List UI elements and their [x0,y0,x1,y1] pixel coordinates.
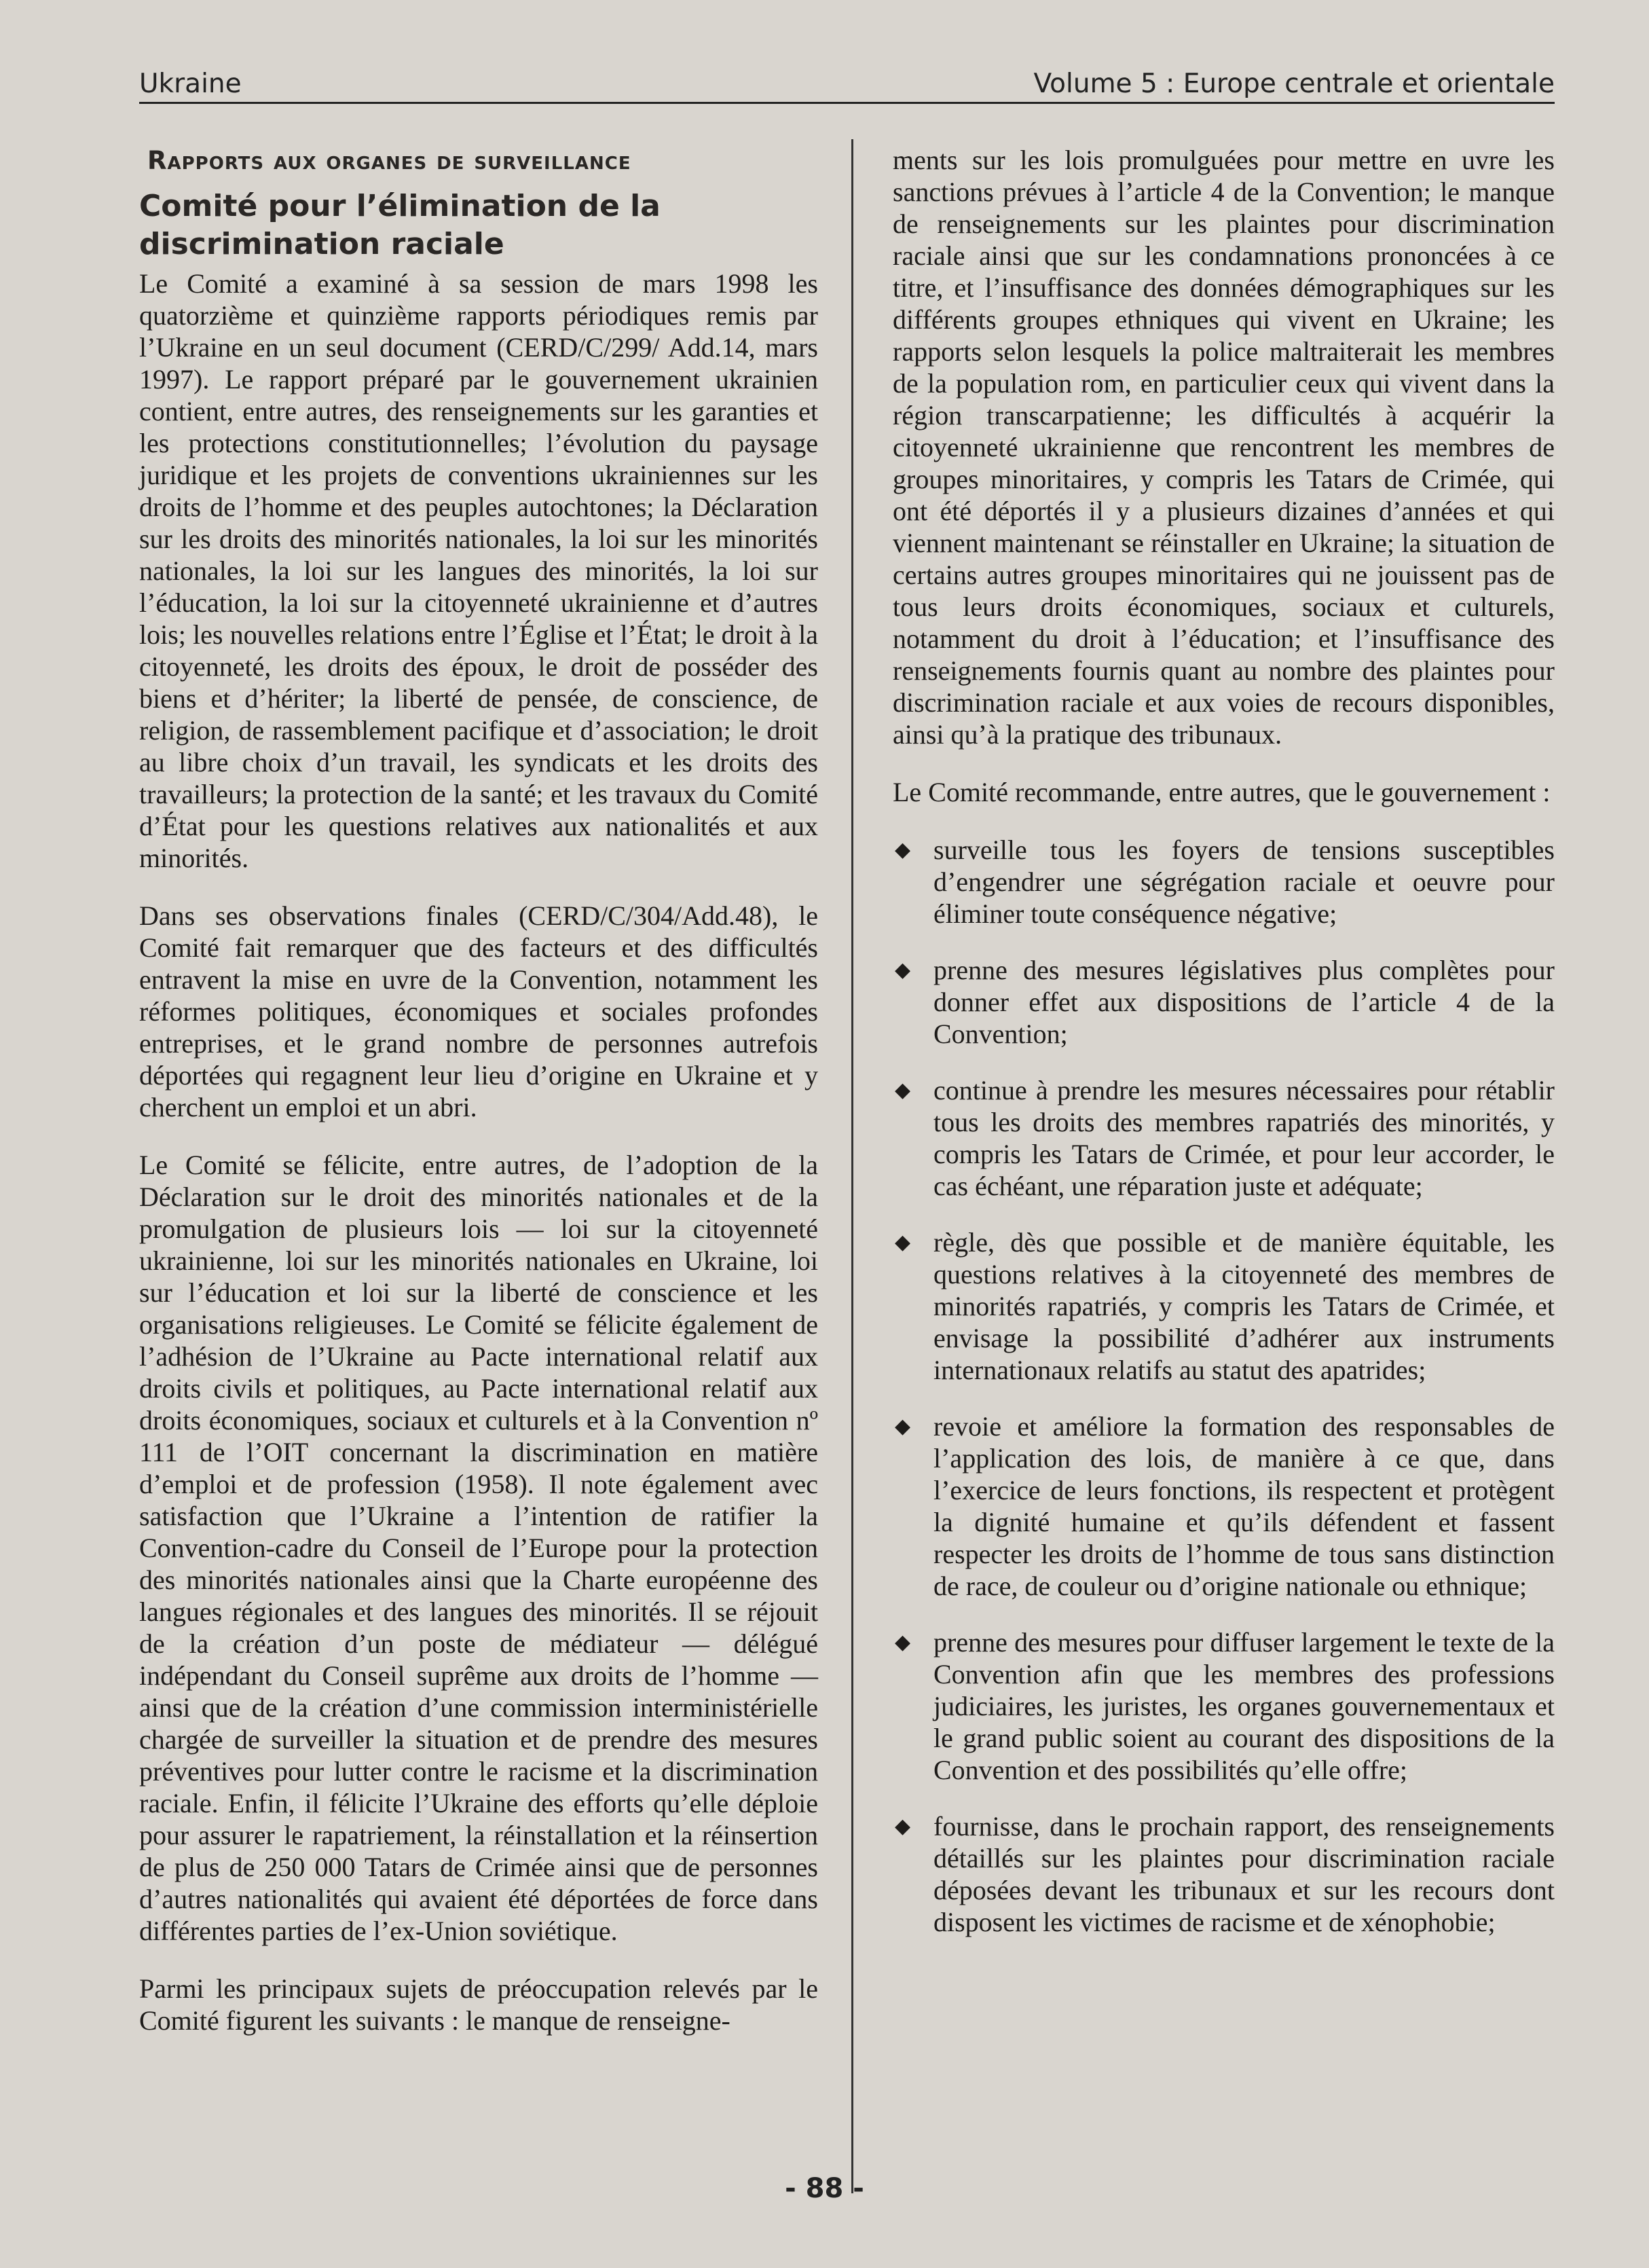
recommendation-list [893,834,1555,1938]
list-item [893,1810,1555,1938]
list-item [893,1074,1555,1202]
left-column [139,144,818,2036]
diamond-bullet-icon: ◆ [895,1415,911,1438]
subsection-title: Comité pour l’élimination de la discrimination raciale [139,189,661,261]
right-column [893,144,1555,1962]
header-country: Ukraine [139,69,242,99]
column-divider [851,139,853,2193]
list-item [893,1226,1555,1386]
paragraph: Le Comité recommande, entre autres, que le gouvernement : [893,777,1551,807]
list-item [893,954,1555,1050]
paragraph: Parmi les principaux sujets de préoccupation relevés par le Comité figurent les suivants : le manque de renseigne- [139,1973,818,2036]
section-title: Rapports aux organes de surveillance [147,146,631,175]
header-volume: Volume 5 : Europe centrale et orientale [1033,69,1555,99]
list-item-text: règle, dès que possible et de manière équitable, les questions relatives à la citoyenneté des membres de minorités rapatriés, y compris les Tatars de Crimée, et envisage la possibilité d’adhérer aux instruments internationaux relatifs au statut des apatrides; [933,1227,1555,1385]
diamond-bullet-icon: ◆ [895,1231,911,1254]
paragraph: ments sur les lois promulguées pour mettre en uvre les sanctions prévues à l’article 4 de la Convention; le manque de renseignements sur les plaintes pour discrimination raciale ainsi que sur les condamnations prononcées à ce titre, et l’insuffisance des données démographiques sur les différents groupes ethniques qui vivent en Ukraine; les rapports selon lesquels la police maltraiterait les membres de la population rom, en particulier ceux qui vivent dans la région transcarpatienne; les difficultés à acquérir la citoyenneté ukrainienne que rencontrent les membres de groupes minoritaires, y compris les Tatars de Crimée, qui ont été déportés il y a plusieurs dizaines d’années et qui viennent maintenant se réinstaller en Ukraine; la situation de certains autres groupes minoritaires qui ne jouissent pas de tous leurs droits économiques, sociaux et culturels, notamment du droit à l’éducation; et l’insuffisance des renseignements fournis quant au nombre des plaintes pour discrimination raciale et aux voies de recours disponibles, ainsi qu’à la pratique des tribunaux. [893,145,1555,750]
page-number: - 88 - [785,2173,864,2204]
list-item-text: prenne des mesures pour diffuser largement le texte de la Convention afin que les membres des professions judiciaires, les juristes, les organes gouvernementaux et le grand public soient au courant des dispositions de la Convention et des possibilités qu’elle offre; [933,1627,1555,1785]
list-item-text: revoie et améliore la formation des responsables de l’application des lois, de manière à ce que, dans l’exercice de leurs fonctions, ils respectent et protègent la dignité humaine et qu’ils défendent et fassent respecter les droits de l’homme de tous sans distinction de race, de couleur ou d’origine nationale ou ethnique; [933,1411,1555,1601]
diamond-bullet-icon: ◆ [895,1815,911,1837]
running-header [139,61,1555,102]
paragraph: Le Comité se félicite, entre autres, de l’adoption de la Déclaration sur le droit des minorités nationales et de la promulgation de plusieurs lois — loi sur la citoyenneté ukrainienne, loi sur les minorités nationales en Ukraine, loi sur l’éducation et loi sur la liberté de conscience et les organisations religieuses. Le Comité se félicite également de l’adhésion de l’Ukraine au Pacte international relatif aux droits civils et politiques, au Pacte international relatif aux droits économiques, sociaux et culturels et à la Convention nº 111 de l’OIT concernant la discrimination en matière d’emploi et de profession (1958). Il note également avec satisfaction que l’Ukraine a l’intention de ratifier la Convention-cadre du Conseil de l’Europe pour la protection des minorités nationales ainsi que la Charte européenne des langues régionales et des langues des minorités. Il se réjouit de la création d’un poste de médiateur — délégué indépendant du Conseil suprême aux droits de l’homme — ainsi que de la création d’une commission interministérielle chargée de surveiller la situation et de prendre des mesures préventives pour lutter contre le racisme et la discrimination raciale. Enfin, il félicite l’Ukraine des efforts qu’elle déploie pour assurer le rapatriement, la réinstallation et la réinsertion de plus de 250 000 Tatars de Crimée ainsi que de personnes d’autres nationalités qui avaient été déportées de force dans différentes parties de l’ex-Union soviétique. [139,1150,818,1946]
list-item-text: prenne des mesures législatives plus complètes pour donner effet aux dispositions de l’article 4 de la Convention; [933,955,1555,1049]
list-item-text: fournisse, dans le prochain rapport, des renseignements détaillés sur les plaintes pour discrimination raciale déposées devant les tribunaux et sur les recours dont disposent les victimes de racisme et de xénophobie; [933,1811,1555,1937]
diamond-bullet-icon: ◆ [895,1631,911,1653]
list-item [893,1410,1555,1602]
paragraph: Le Comité a examiné à sa session de mars 1998 les quatorzième et quinzième rapports périodiques remis par l’Ukraine en un seul document (CERD/C/299/ Add.14, mars 1997). Le rapport préparé par le gouvernement ukrainien contient, entre autres, des renseignements sur les garanties et les protections constitutionnelles; l’évolution du paysage juridique et les projets de conventions ukrainiennes sur les droits de l’homme et des peuples autochtones; la Déclaration sur les droits des minorités nationales, la loi sur les minorités nationales, la loi sur les langues des minorités, la loi sur l’éducation, la loi sur la citoyenneté ukrainienne et d’autres lois; les nouvelles relations entre l’Église et l’État; le droit à la citoyenneté, les droits des époux, le droit de posséder des biens et d’hériter; la liberté de pensée, de conscience, de religion, de rassemblement pacifique et d’association; le droit au libre choix d’un travail, les syndicats et les droits des travailleurs; la protection de la santé; et les travaux du Comité d’État pour les questions relatives aux nationalités et aux minorités. [139,268,818,873]
list-item [893,834,1555,930]
list-item-text: surveille tous les foyers de tensions susceptibles d’engendrer une ségrégation raciale et oeuvre pour éliminer toute conséquence négative; [933,835,1555,929]
list-item [893,1626,1555,1786]
diamond-bullet-icon: ◆ [895,839,911,861]
list-item-text: continue à prendre les mesures nécessaires pour rétablir tous les droits des membres rapatriés des minorités, y compris les Tatars de Crimée, et pour leur accorder, le cas échéant, une réparation juste et adéquate; [933,1075,1555,1201]
diamond-bullet-icon: ◆ [895,959,911,981]
header-rule [139,102,1555,104]
diamond-bullet-icon: ◆ [895,1079,911,1101]
paragraph: Dans ses observations finales (CERD/C/304/Add.48), le Comité fait remarquer que des facteurs et des difficultés entravent la mise en uvre de la Convention, notamment les réformes politiques, économiques et sociales profondes entreprises, et le grand nombre de personnes autrefois déportées qui regagnent leur lieu d’origine en Ukraine et y cherchent un emploi et un abri. [139,900,818,1122]
